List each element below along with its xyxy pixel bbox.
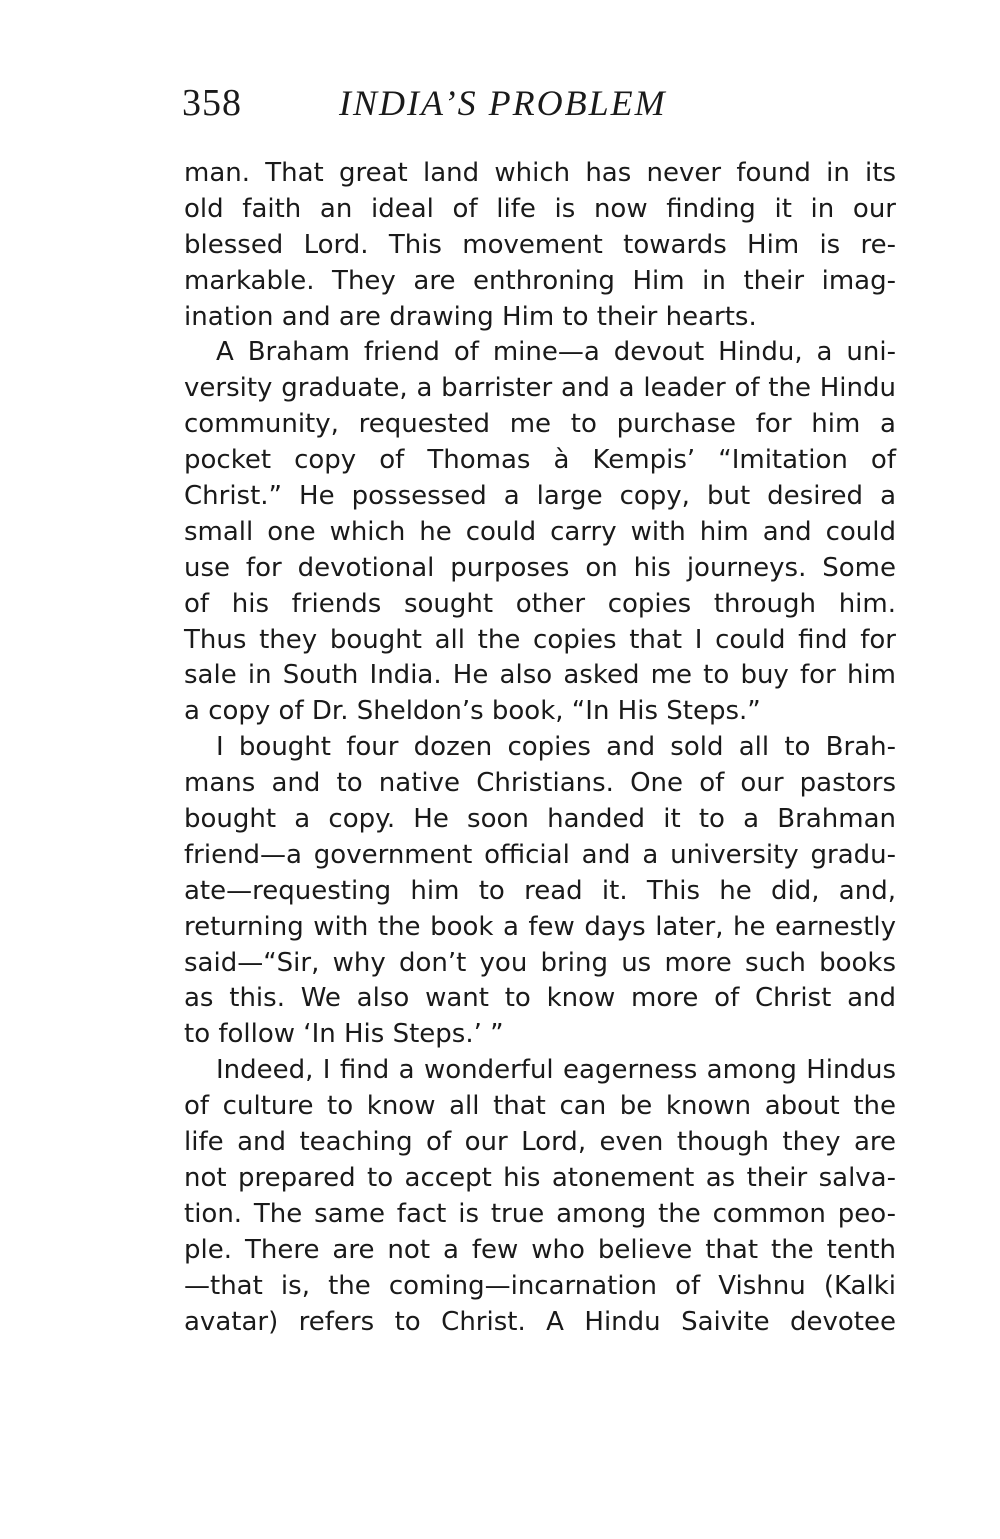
text-line: friend—a government official and a university gradu- — [184, 839, 896, 870]
text-line: avatar) refers to Christ. A Hindu Saivite devotee — [184, 1306, 896, 1337]
text-line: I bought four dozen copies and sold all to Brah- — [216, 732, 896, 763]
paragraph — [184, 335, 896, 730]
text-line: man. That great land which has never found in its — [184, 158, 896, 188]
text-line: blessed Lord. This movement towards Him is re- — [184, 229, 896, 260]
paragraph — [184, 730, 896, 1053]
text-line: not prepared to accept his atonement as their salva- — [184, 1162, 896, 1193]
text-line: A Braham friend of mine—a devout Hindu, a uni- — [216, 337, 896, 368]
text-line: of culture to know all that can be known about the — [184, 1091, 896, 1122]
text-line: as this. We also want to know more of Christ and — [184, 983, 896, 1014]
text-line: versity graduate, a barrister and a leader of the Hindu — [184, 373, 896, 404]
text-line: —that is, the coming—incarnation of Vishnu (Kalki — [184, 1270, 896, 1301]
text-line: sale in South India. He also asked me to buy for him — [184, 660, 896, 691]
text-line: of his friends sought other copies through him. — [184, 588, 896, 619]
text-line: community, requested me to purchase for him a — [184, 409, 896, 440]
text-line: use for devotional purposes on his journeys. Some — [184, 552, 896, 583]
running-title: INDIA’S PROBLEM — [339, 83, 667, 123]
text-line: Indeed, I find a wonderful eagerness among Hindus — [216, 1055, 896, 1086]
text-line: small one which he could carry with him and could — [184, 516, 896, 547]
text-line: pocket copy of Thomas à Kempis’ “Imitation of — [184, 445, 896, 476]
text-line: ination and are drawing Him to their hearts. — [184, 301, 757, 332]
text-line: markable. They are enthroning Him in their imag- — [184, 265, 896, 296]
paragraph — [184, 1053, 896, 1340]
text-line: Christ.” He possessed a large copy, but desired a — [184, 481, 896, 512]
text-line: said—“Sir, why don’t you bring us more such books — [184, 947, 896, 978]
text-line: life and teaching of our Lord, even though they are — [184, 1127, 896, 1158]
text-line: to follow ‘In His Steps.’ ” — [184, 1019, 504, 1050]
text-line: tion. The same fact is true among the common peo- — [184, 1198, 896, 1229]
text-line: Thus they bought all the copies that I could find for — [184, 624, 896, 655]
running-head — [182, 78, 762, 128]
text-line: a copy of Dr. Sheldon’s book, “In His Steps.” — [184, 696, 761, 727]
text-line: ple. There are not a few who believe that the tenth — [184, 1234, 896, 1265]
paragraph — [184, 156, 896, 335]
text-line: old faith an ideal of life is now finding it in our — [184, 193, 896, 224]
text-line: returning with the book a few days later, he earnestly — [184, 911, 896, 942]
page-number: 358 — [182, 82, 242, 124]
text-line: ate—requesting him to read it. This he did, and, — [184, 875, 896, 906]
text-line: mans and to native Christians. One of our pastors — [184, 768, 896, 799]
text-line: bought a copy. He soon handed it to a Brahman — [184, 804, 896, 835]
body-text — [184, 156, 896, 1340]
